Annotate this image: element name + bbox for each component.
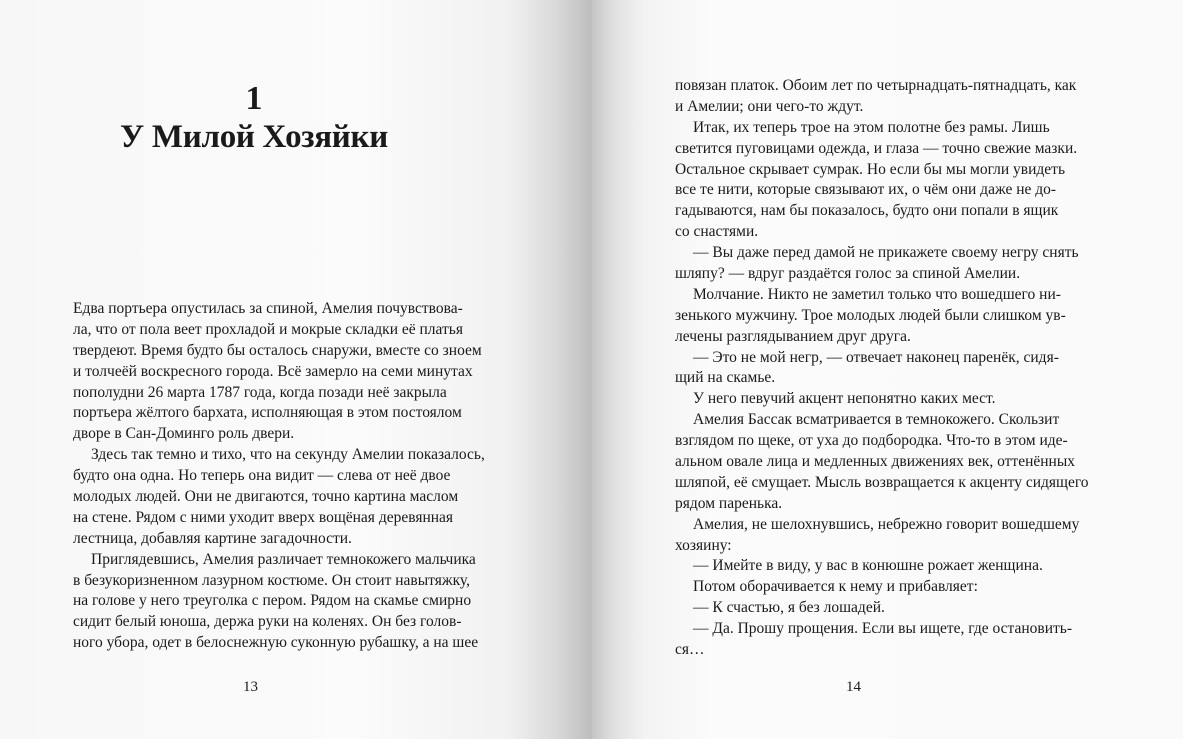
text-line: хозяину: [675,536,732,554]
text-line: будто она одна. Но теперь она видит — слева от неё двое [73,467,451,485]
text-line: альном овале лица и медленных движениях век, оттенённых [675,453,1076,471]
text-line: зенького мужчину. Трое молодых людей были слишком ув- [675,306,1066,324]
text-line: Амелия, не шелохнувшись, небрежно говорит вошедшему [693,515,1080,533]
text-line: дворе в Сан-Доминго роль двери. [73,425,295,443]
text-line: ла, что от пола веет прохладой и мокрые складки её платья [73,320,463,338]
text-line: ся… [675,641,705,659]
text-line: на голове у него треуголка с пером. Рядом на скамье смирно [73,592,472,610]
text-line: в безукоризненном лазурном костюме. Он стоит навытяжку, [73,571,470,589]
text-line: светится пуговицами одежда, и глаза — точно свежие мазки. [675,139,1078,157]
text-line: Здесь так темно и тихо, что на секунду Амелии показалось, [91,446,485,464]
text-line: со снастями. [675,223,759,241]
right-page [592,0,1183,739]
text-line: — Да. Прошу прощения. Если вы ищете, где остановить- [693,620,1073,638]
text-line: на стене. Рядом с ними уходит вверх вощёная деревянная [73,508,454,526]
text-line: щий на скамье. [675,369,776,387]
text-line: — Вы даже перед дамой не прикажете своему негру снять [693,244,1079,262]
text-line: гадываются, нам бы показалось, будто они попали в ящик [675,202,1059,220]
text-line: Итак, их теперь трое на этом полотне без рамы. Лишь [693,118,1050,136]
text-line: повязан платок. Обоим лет по четырнадцать-пятнадцать, как [675,77,1077,94]
text-line: — Это не мой негр, — отвечает наконец паренёк, сидя- [693,348,1059,366]
text-line: ного убора, одет в белоснежную суконную рубашку, а на шее [73,634,479,652]
text-line: и толчеёй воскресного города. Всё замерло на семи минутах [73,362,473,380]
text-line: У него певучий акцент непонятно каких мест. [693,390,996,408]
text-line: Амелия Бассак всматривается в темнокожего. Скользит [693,411,1060,429]
chapter-number: 1 [245,80,263,117]
text-line: Потом оборачивается к нему и прибавляет: [693,578,978,596]
text-line: Молчание. Никто не заметил только что вошедшего ни- [693,285,1061,303]
text-line: портьера жёлтого бархата, исполняющая в этом постоялом [73,404,462,422]
text-line: шляпу? — вдруг раздаётся голос за спиной Амелии. [675,265,1021,283]
text-line: лестница, добавляя картине загадочности. [73,529,352,547]
text-line: — К счастью, я без лошадей. [693,599,885,617]
text-line: пополудни 26 марта 1787 года, когда позади неё закрыла [73,383,447,401]
text-line: шляпой, её смущает. Мысль возвращается к акценту сидящего [675,473,1089,491]
left-page-text [73,299,485,654]
page-number-right: 14 [846,679,861,695]
text-line: — Имейте в виду, у вас в конюшне рожает женщина. [693,557,1043,575]
text-line: рядом паренька. [675,494,783,512]
text-line: Остальное скрывает сумрак. Но если бы мы могли увидеть [675,160,1066,178]
text-line: Едва портьера опустилась за спиной, Амелия почувствова- [73,300,463,317]
text-line: лечены разглядыванием друг друга. [675,327,911,345]
page-number-left: 13 [243,679,258,695]
right-page-text [675,76,1089,661]
text-line: сидит белый юноша, держа руки на коленях. Он без голов- [73,613,462,631]
text-line: все те нити, которые связывают их, о чём они даже не до- [675,181,1057,199]
text-line: твердеют. Время будто бы осталось снаружи, вместе со зноем [73,341,482,359]
text-line: и Амелии; они чего-то ждут. [675,97,864,115]
text-line: взглядом по щеке, от уха до подбородка. Что-то в этом иде- [675,432,1068,450]
text-line: молодых людей. Они не двигаются, точно картина маслом [73,488,459,506]
text-line: Приглядевшись, Амелия различает темнокожего мальчика [91,550,476,568]
chapter-title: У Милой Хозяйки [120,119,388,155]
